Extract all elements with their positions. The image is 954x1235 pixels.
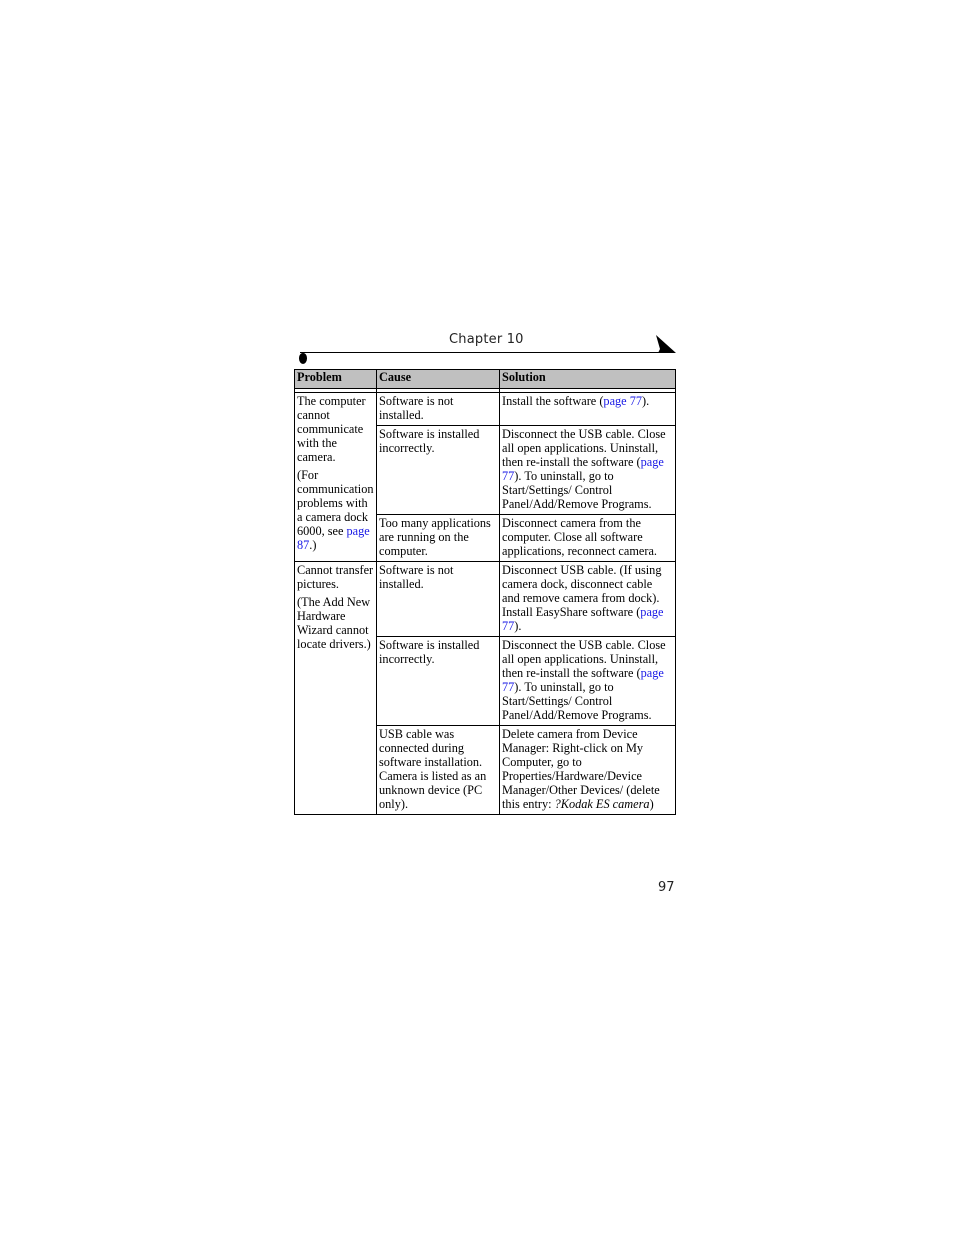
page-link[interactable]: page 87 [297,524,370,552]
solution-cell: Install the software (page 77). [500,393,676,426]
table-row [295,562,676,637]
column-header-solution: Solution [500,370,676,389]
page-link[interactable]: page 77 [502,605,664,633]
cause-cell: Too many applications are running on the computer. [377,515,500,562]
page-link[interactable]: page 77 [603,394,643,408]
cause-cell: Software is installed incorrectly. [377,426,500,515]
cause-cell: USB cable was connected during software installation. Camera is listed as an unknown device (PC only). [377,726,500,815]
cause-cell: Software is installed incorrectly. [377,637,500,726]
solution-cell: Disconnect USB cable. (If using camera dock, disconnect cable and remove camera from dock). Install EasyShare software (page 77). [500,562,676,637]
column-header-problem: Problem [295,370,377,389]
solution-cell: Disconnect camera from the computer. Close all software applications, reconnect camera. [500,515,676,562]
problem-note: (The Add New Hardware Wizard cannot locate drivers.) [297,595,371,651]
cause-cell: Software is not installed. [377,562,500,637]
problem-text: The computer cannot communicate with the camera. [297,394,366,464]
page-link[interactable]: page 77 [502,666,664,694]
problem-cell [295,562,377,815]
solution-cell: Delete camera from Device Manager: Right-click on My Computer, go to Properties/Hardware/Device Manager/Other Devices/ (delete this entry: ?Kodak ES camera) [500,726,676,815]
problem-text: Cannot transfer pictures. [297,563,374,591]
table-row [295,393,676,426]
column-header-cause: Cause [377,370,500,389]
solution-cell: Disconnect the USB cable. Close all open applications. Uninstall, then re-install the software (page 77). To uninstall, go to Start/Settings/ Control Panel/Add/Remove Programs. [500,426,676,515]
camera-entry-name: ?Kodak ES camera [554,797,650,811]
problem-note: (For communication problems with a camera dock 6000, see page 87.) [297,468,374,552]
header-rule [300,352,660,353]
table-header-row [295,370,676,389]
troubleshooting-table [294,369,676,815]
page-link[interactable]: page 77 [502,455,664,483]
chapter-heading: Chapter 10 [449,332,524,347]
solution-cell: Disconnect the USB cable. Close all open applications. Uninstall, then re-install the software (page 77). To uninstall, go to Start/Settings/ Control Panel/Add/Remove Programs. [500,637,676,726]
page-number: 97 [658,880,675,895]
problem-cell [295,393,377,562]
header-bullet-mark [299,353,307,364]
cause-cell: Software is not installed. [377,393,500,426]
page-corner-arrow-icon [656,335,676,355]
